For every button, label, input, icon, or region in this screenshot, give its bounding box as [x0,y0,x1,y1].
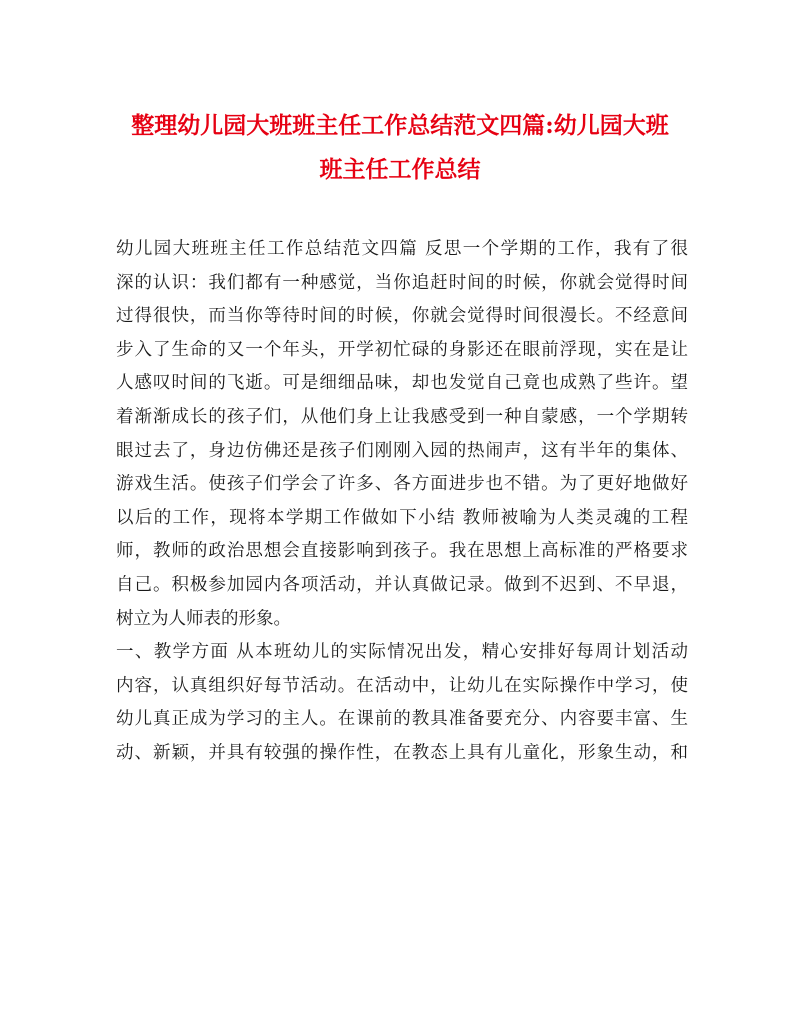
document-title [108,104,692,192]
body-line: 步入了生命的又一个年头，开学初忙碌的身影还在眼前浮现，实在是让 [116,339,688,360]
document-body [116,233,688,771]
title-line-1: 整理幼儿园大班班主任工作总结范文四篇:幼儿园大班 [131,112,669,139]
body-line: 深的认识：我们都有一种感觉，当你追赶时间的时候，你就会觉得时间 [116,272,688,293]
body-line: 幼儿园大班班主任工作总结范文四篇 反思一个学期的工作，我有了很 [116,239,688,259]
body-line: 以后的工作，现将本学期工作做如下小结 教师被喻为人类灵魂的工程 [116,507,688,528]
body-line: 树立为人师表的形象。 [116,608,291,629]
body-line: 一、教学方面 从本班幼儿的实际情况出发，精心安排好每周计划活动 [116,642,688,663]
body-line: 幼儿真正成为学习的主人。在课前的教具准备要充分、内容要丰富、生 [116,709,688,730]
body-line: 动、新颖，并具有较强的操作性，在教态上具有儿童化，形象生动，和 [116,742,688,763]
body-line: 游戏生活。使孩子们学会了许多、各方面进步也不错。为了更好地做好 [116,474,688,495]
body-line: 师，教师的政治思想会直接影响到孩子。我在思想上高标准的严格要求 [116,541,688,562]
body-line: 人感叹时间的飞逝。可是细细品味，却也发觉自己竟也成熟了些许。望 [116,373,688,394]
body-line: 自己。积极参加园内各项活动，并认真做记录。做到不迟到、不早退， [116,574,688,595]
body-line: 过得很快，而当你等待时间的时候，你就会觉得时间很漫长。不经意间 [116,306,688,327]
body-line: 着渐渐成长的孩子们，从他们身上让我感受到一种自蒙感，一个学期转 [116,406,688,427]
title-line-2: 班主任工作总结 [319,156,481,183]
body-line: 眼过去了，身边仿佛还是孩子们刚刚入园的热闹声，这有半年的集体、 [116,440,688,461]
body-line: 内容，认真组织好每节活动。在活动中，让幼儿在实际操作中学习，使 [116,675,688,696]
